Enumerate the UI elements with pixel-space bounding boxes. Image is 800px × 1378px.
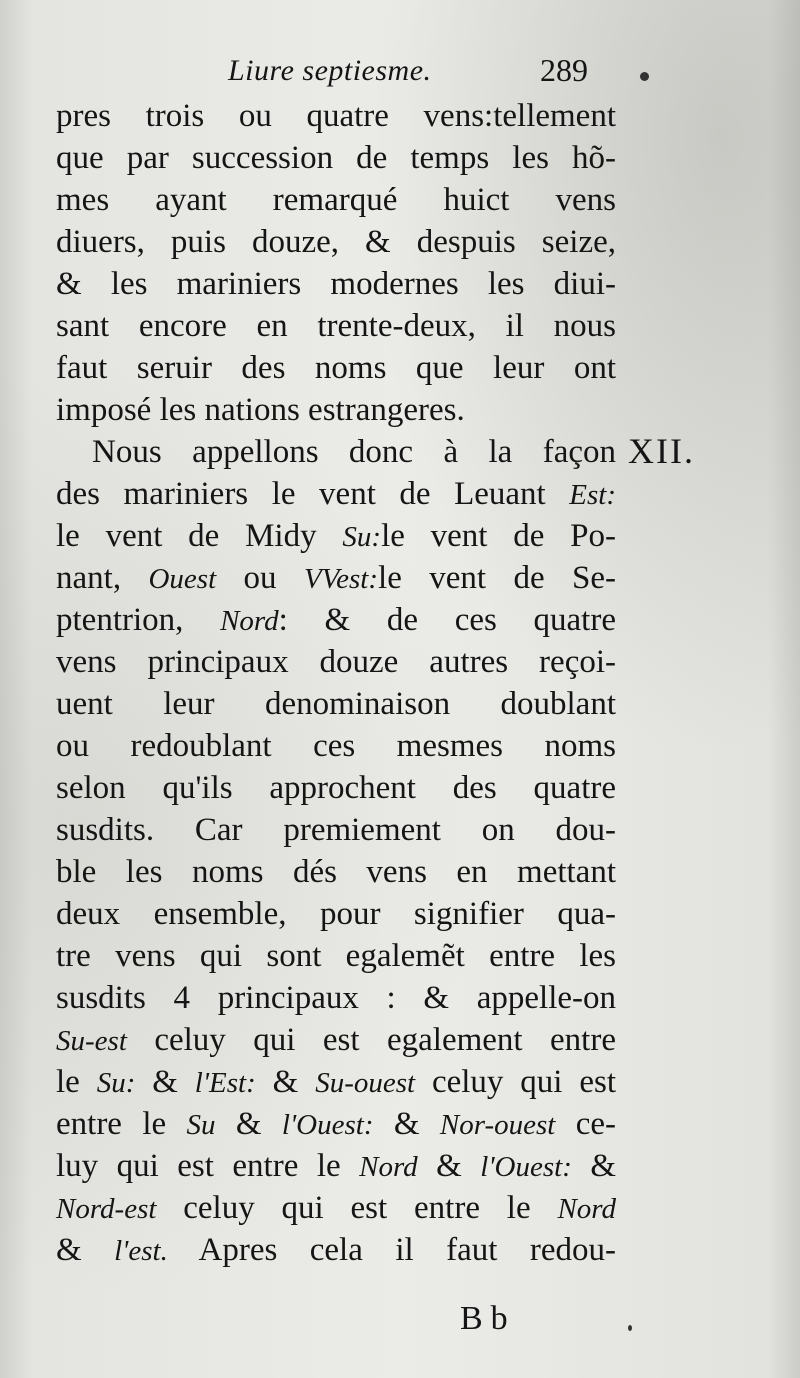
text-line: [56, 263, 616, 305]
text-segment: que par succession de temps les hõ-: [56, 140, 616, 176]
text-line: [56, 179, 616, 221]
text-segment: entre le: [56, 1106, 187, 1142]
italic-term: Nord: [557, 1193, 616, 1225]
text-segment: sant encore en trente-deux, il nous: [56, 308, 616, 344]
text-segment: susdits 4 principaux : & appelle-on: [56, 980, 616, 1016]
italic-term: Est:: [569, 479, 616, 511]
text-line: [56, 95, 616, 137]
text-segment: ble les noms dés vens en mettant: [56, 854, 616, 890]
italic-term: l'Est:: [194, 1067, 256, 1099]
italic-term: Su:: [342, 521, 382, 553]
ink-speck: [640, 72, 649, 81]
italic-term: Nor-ouest: [439, 1109, 556, 1141]
text-line: [56, 641, 616, 683]
text-segment: &: [215, 1106, 282, 1142]
text-line: [56, 389, 616, 431]
text-segment: uent leur denominaison doublant: [56, 686, 616, 722]
text-line: [56, 137, 616, 179]
text-segment: pres trois ou quatre vens:tellement: [56, 98, 616, 134]
text-line: [56, 1061, 616, 1103]
margin-section-number: XII.: [628, 431, 695, 471]
text-line: [56, 977, 616, 1019]
italic-term: Ouest: [148, 563, 217, 595]
text-segment: susdits. Car premiement on dou-: [56, 812, 616, 848]
text-segment: le vent de Se-: [378, 560, 616, 596]
text-line: [56, 935, 616, 977]
italic-term: Nord: [359, 1151, 418, 1183]
running-title: Liure septiesme.: [228, 54, 432, 87]
italic-term: Su: [186, 1109, 216, 1141]
text-segment: imposé les nations estrangeres.: [56, 392, 465, 428]
text-segment: deux ensemble, pour signifier qua-: [56, 896, 616, 932]
italic-term: Su:: [96, 1067, 136, 1099]
text-segment: Nous appellons donc à la façon: [92, 434, 616, 470]
page-number: 289: [540, 52, 588, 88]
text-line: [56, 1019, 616, 1061]
text-segment: faut seruir des noms que leur ont: [56, 350, 616, 386]
text-segment: ce-: [555, 1106, 616, 1142]
text-segment: le: [56, 1064, 97, 1100]
text-line: [56, 305, 616, 347]
text-line: [56, 767, 616, 809]
text-line: [56, 347, 616, 389]
text-segment: celuy qui est egalement entre: [126, 1022, 616, 1058]
text-line: [56, 1187, 616, 1229]
text-line: [56, 683, 616, 725]
text-line: [56, 809, 616, 851]
text-segment: diuers, puis douze, & despuis seize,: [56, 224, 616, 260]
text-segment: nant,: [56, 560, 149, 596]
text-segment: &: [56, 1232, 115, 1268]
text-line: [56, 851, 616, 893]
text-line: [56, 1229, 616, 1271]
text-segment: mes ayant remarqué huict vens: [56, 182, 616, 218]
text-segment: ou: [216, 560, 304, 596]
body-text: [56, 95, 616, 1271]
text-line: [56, 1103, 616, 1145]
italic-term: Su-ouest: [315, 1067, 416, 1099]
text-segment: Apres cela il faut redou-: [167, 1232, 616, 1268]
text-line: [56, 431, 616, 473]
text-segment: &: [373, 1106, 440, 1142]
text-segment: & les mariniers modernes les diui-: [56, 266, 616, 302]
text-segment: selon qu'ils approchent des quatre: [56, 770, 616, 806]
text-line: [56, 473, 616, 515]
text-line: [56, 515, 616, 557]
text-line: [56, 557, 616, 599]
text-segment: luy qui est entre le: [56, 1148, 360, 1184]
text-segment: celuy qui est entre le: [156, 1190, 558, 1226]
text-line: [56, 893, 616, 935]
italic-term: l'Ouest:: [480, 1151, 572, 1183]
italic-term: Nord-est: [56, 1193, 157, 1225]
text-segment: &: [135, 1064, 195, 1100]
text-segment: &: [255, 1064, 316, 1100]
italic-term: l'est.: [114, 1235, 168, 1267]
text-segment: le vent de Po-: [381, 518, 616, 554]
text-segment: des mariniers le vent de Leuant: [56, 476, 570, 512]
italic-term: Nord: [220, 605, 279, 637]
text-segment: &: [417, 1148, 481, 1184]
italic-term: Su-est: [56, 1025, 127, 1057]
text-segment: vens principaux douze autres reçoi-: [56, 644, 616, 680]
text-segment: le vent de Midy: [56, 518, 343, 554]
text-segment: celuy qui est: [415, 1064, 616, 1100]
page-header: [0, 48, 800, 96]
text-segment: : & de ces quatre: [278, 602, 616, 638]
text-segment: ou redoublant ces mesmes noms: [56, 728, 616, 764]
text-segment: tre vens qui sont egalemẽt entre les: [56, 938, 616, 974]
text-line: [56, 599, 616, 641]
printer-signature-mark: Bb: [460, 1300, 516, 1337]
italic-term: l'Ouest:: [281, 1109, 374, 1141]
text-segment: ptentrion,: [56, 602, 221, 638]
text-line: [56, 1145, 616, 1187]
ink-speck: [628, 1325, 632, 1331]
text-segment: &: [571, 1148, 616, 1184]
text-line: [56, 221, 616, 263]
italic-term: VVest:: [303, 563, 379, 595]
text-line: [56, 725, 616, 767]
